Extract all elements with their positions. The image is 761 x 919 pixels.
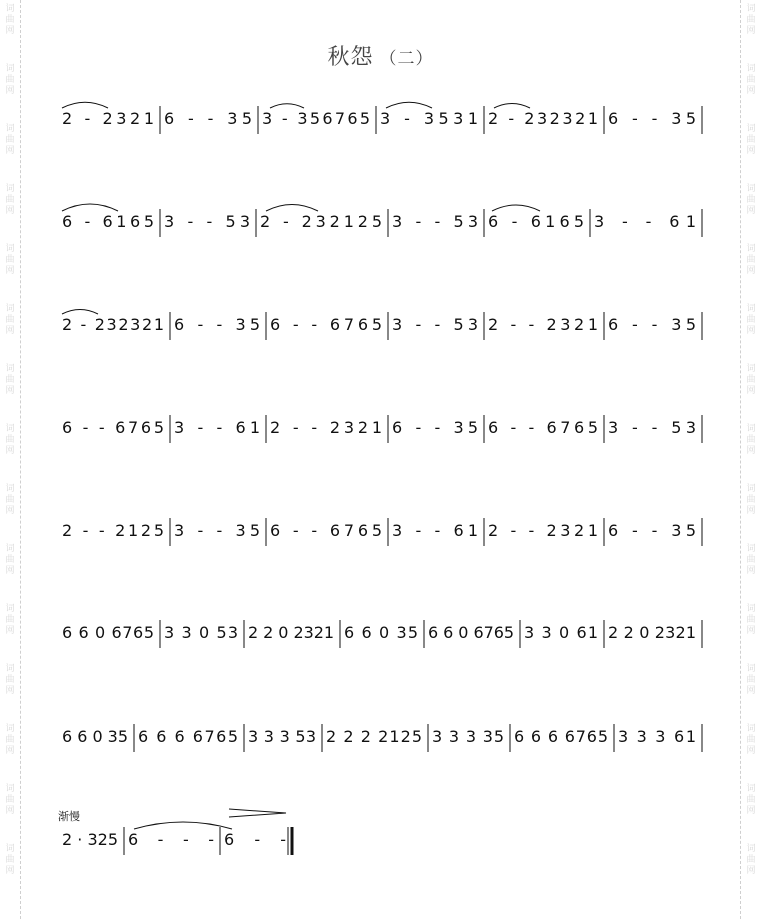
measure-notes: 6 - - 6765: [270, 315, 382, 334]
measure-notes: 6 6 6 6765: [138, 727, 238, 746]
slur-arc: [62, 102, 108, 108]
measure-notes: 6 6 0 6765: [428, 623, 514, 642]
measure-notes: 2 - 232321: [488, 109, 598, 128]
watermark-text: 词 曲 网: [5, 604, 15, 636]
watermark-text: 词 曲 网: [5, 724, 15, 756]
watermark-text: 词 曲 网: [746, 784, 756, 816]
measure-notes: 2 - 2321: [62, 109, 154, 128]
measure-notes: 2 2 0 2321: [608, 623, 696, 642]
tempo-marking: 渐慢: [58, 810, 80, 823]
slur-arc: [62, 310, 98, 315]
watermark-text: 词 曲 网: [5, 544, 15, 576]
watermark-text: 词 曲 网: [746, 124, 756, 156]
slur-arc: [492, 205, 540, 211]
measure-notes: 3 3 0 61: [524, 623, 598, 642]
measure-notes: 3 - 3531: [380, 109, 478, 128]
measure-notes: 3 - - 35: [174, 521, 260, 540]
watermark-text: 词 曲 网: [5, 184, 15, 216]
measure-notes: 6 - - 35: [164, 109, 252, 128]
measure-notes: 6 6 0 35: [344, 623, 418, 642]
watermark-text: 词 曲 网: [5, 844, 15, 876]
measure-notes: 6 - - 35: [608, 521, 696, 540]
measure-notes: 2 - 232125: [260, 212, 382, 231]
watermark-text: 词 曲 网: [746, 664, 756, 696]
measure-notes: 6 6 6 6765: [514, 727, 608, 746]
watermark-text: 词 曲 网: [746, 364, 756, 396]
slur-arc: [266, 205, 318, 212]
watermark-text: 词 曲 网: [5, 664, 15, 696]
watermark-text: 词 曲 网: [746, 244, 756, 276]
measure-notes: 3 - - 61: [594, 212, 696, 231]
watermark-text: 词 曲 网: [5, 304, 15, 336]
measure-notes: 3 - - 53: [608, 418, 696, 437]
measure-notes: 3 3 3 53: [248, 727, 316, 746]
measure-notes: 2 2 0 2321: [248, 623, 334, 642]
measure-notes: 2 2 2 2125: [326, 727, 422, 746]
accent-hairpin: [229, 809, 286, 817]
song-subtitle: （二）: [379, 49, 434, 69]
measure-notes: 2 - 232321: [62, 315, 164, 334]
measure-notes: 6 6 0 35: [62, 727, 128, 746]
measure-notes: 6 - - 6765: [62, 418, 164, 437]
measure-notes: 3 - - 53: [392, 212, 478, 231]
measure-notes: 6 6 0 6765: [62, 623, 154, 642]
watermark-text: 词 曲 网: [746, 604, 756, 636]
watermark-text: 词 曲 网: [5, 244, 15, 276]
measure-notes: 6 - - 35: [392, 418, 478, 437]
measure-notes: 3 3 3 61: [618, 727, 696, 746]
watermark-text: 词 曲 网: [5, 364, 15, 396]
measure-notes: 3 - - 53: [392, 315, 478, 334]
measure-notes: 3 - 356765: [262, 109, 370, 128]
measure-notes: 6 - - 35: [608, 315, 696, 334]
watermark-text: 词 曲 网: [746, 64, 756, 96]
measure-notes: 3 - - 53: [164, 212, 250, 231]
song-title: 秋怨: [327, 45, 374, 70]
measure-notes: 2 - - 2321: [270, 418, 382, 437]
watermark-text: 词 曲 网: [5, 124, 15, 156]
watermark-text: 词 曲 网: [5, 784, 15, 816]
slur-arc: [494, 104, 530, 109]
measure-notes: 6 - - -: [128, 830, 214, 849]
measure-notes: 2 - - 2321: [488, 521, 598, 540]
measure-notes: 3 3 0 53: [164, 623, 238, 642]
watermark-text: 词 曲 网: [5, 424, 15, 456]
measure-notes: 2 - - 2125: [62, 521, 164, 540]
measure-notes: 2 - - 2321: [488, 315, 598, 334]
measure-notes: 3 - - 61: [392, 521, 478, 540]
watermark-text: 词 曲 网: [746, 544, 756, 576]
measure-notes: 3 3 3 35: [432, 727, 504, 746]
watermark-text: 词 曲 网: [746, 424, 756, 456]
watermark-text: 词 曲 网: [746, 4, 756, 36]
measure-notes: 6 - -: [224, 830, 286, 849]
measure-notes: 2 · 325: [62, 830, 118, 849]
measure-notes: 6 - 6165: [488, 212, 584, 231]
watermark-text: 词 曲 网: [746, 724, 756, 756]
slur-arc: [270, 104, 304, 108]
watermark-text: 词 曲 网: [746, 184, 756, 216]
measure-notes: 6 - 6165: [62, 212, 154, 231]
slur-arc: [134, 822, 232, 829]
measure-notes: 6 - - 35: [608, 109, 696, 128]
watermark-text: 词 曲 网: [5, 484, 15, 516]
slur-arc: [62, 204, 118, 211]
slur-arc: [386, 102, 432, 108]
watermark-text: 词 曲 网: [746, 304, 756, 336]
measure-notes: 6 - - 6765: [488, 418, 598, 437]
watermark-text: 词 曲 网: [5, 4, 15, 36]
measure-notes: 6 - - 35: [174, 315, 260, 334]
watermark-text: 词 曲 网: [746, 484, 756, 516]
measure-notes: 6 - - 6765: [270, 521, 382, 540]
measure-notes: 3 - - 61: [174, 418, 260, 437]
watermark-text: 词 曲 网: [5, 64, 15, 96]
watermark-text: 词 曲 网: [746, 844, 756, 876]
